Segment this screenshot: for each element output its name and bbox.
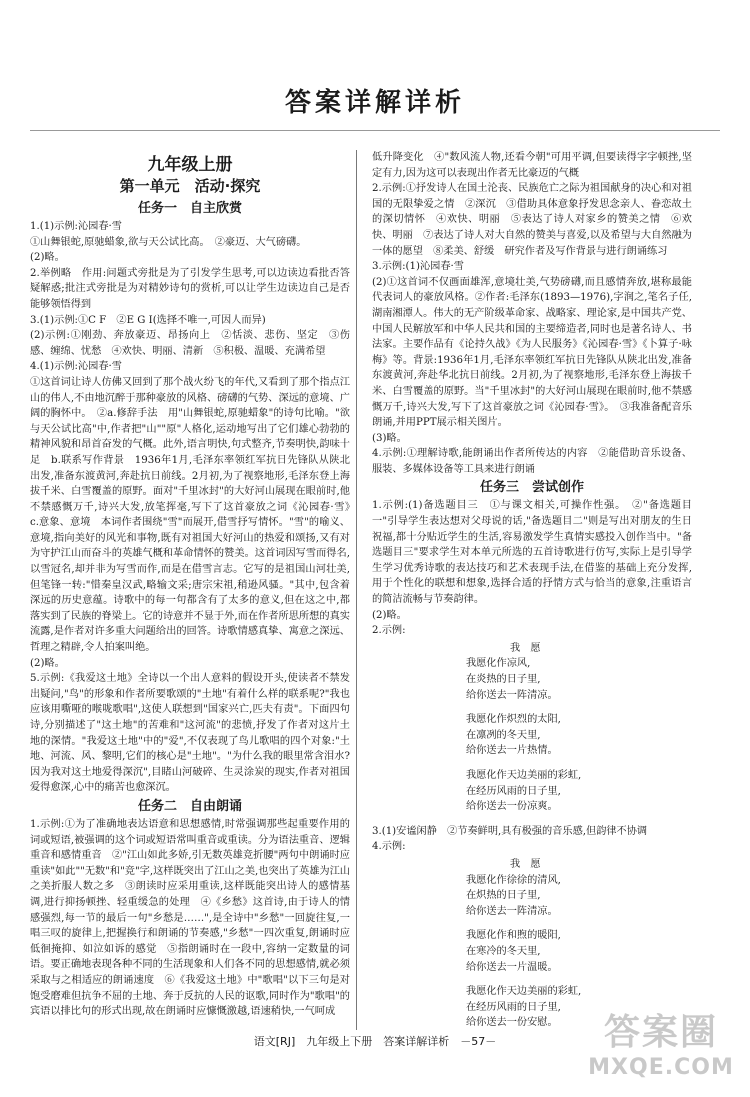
task2-body	[30, 817, 350, 1020]
poem-line: 在凛冽的冬天里,	[466, 729, 541, 741]
answer-paragraph: 低升降变化 ④"数风流人物,还看今朝"可用平调,但要读得字字顿挫,坚定有力,因为这可以表现出作者无比豪迈的气概	[372, 152, 692, 179]
watermark-url: MXQE.COM	[588, 1055, 734, 1080]
page-title: 答案详解详析	[284, 88, 465, 118]
answer-paragraph: (2)①这首词不仅画面雄浑,意境壮美,气势磅礴,而且感情奔放,堪称最能代表词人的豪放风格。②作者:毛泽东(1893—1976),字润之,笔名子任,湖南湘潭人。伟大的无产阶级革命家、战略家、理论家,是中国共产党、中国人民解放军和中华人民共和国的主要缔造者,同时也是著名诗人、书法家。主要作品有《论持久战》《为人民服务》《沁园春·雪》《卜算子·咏梅》等。背景:1936年1月,毛泽东率领红军抗日先锋队从陕北出发,准备东渡黄河,奔赴华北抗日前线。2月初,为了视察地形,毛泽东登上海拔千米、白雪覆盖的原野。当"千里冰封"的大好河山展现在眼前时,他不禁感慨万千,诗兴大发,写下了这首豪放之词《沁园春·雪》。 ③我准备配音乐朗诵,并用PPT展示相关图片。	[372, 276, 692, 429]
poem-line: 我愿化作徐徐的清风,	[466, 874, 561, 886]
answer-paragraph: 2.示例:	[372, 625, 406, 637]
poem-stanza	[466, 712, 692, 759]
task3-heading: 任务三 尝试创作	[479, 480, 584, 496]
poem-line: 给你送去一阵清凉。	[466, 905, 558, 917]
poem-stanza	[466, 928, 692, 975]
poem-line: 我愿化作和煦的暖阳,	[466, 930, 561, 942]
poem-line: 在寒冷的冬天里,	[466, 945, 541, 957]
answers-3-4	[372, 824, 692, 855]
answer-paragraph: 3.(1)示例:①C F ②E G I(选择不唯一,可因人而异)	[30, 314, 266, 326]
poem-stanza	[466, 656, 692, 703]
poem-stanza	[466, 873, 692, 920]
answer-paragraph: 4.示例:①理解诗歌,能朗诵出作者所传达的内容 ②能借助音乐设备、服装、多媒体设备等工具来进行朗诵	[372, 448, 692, 475]
watermark-logo	[586, 1011, 736, 1089]
answer-paragraph: ①这首词让诗人仿佛又回到了那个战火纷飞的年代,又看到了那个指点江山的伟人,不由地沉醉于那种豪放的风格、磅礴的气势、深远的意境、广阔的胸怀中。 ②a.修辞手法 用"山舞银蛇,原驰蜡象"的诗句比喻。"欲与天公试比高"中,作者把"山""原"人格化,运动地写出了它们雄心勃勃的精神风貌和昂首奋发的气概。此外,语言明快,句式整齐,节奏明快,韵味十足 b.联系写作背景 1936年1月,毛泽东率领红军抗日先锋队从陕北出发,准备东渡黄河,奔赴抗日前线。2月初,为了视察地形,毛泽东登上海拔千米、白雪覆盖的原野。面对"千里冰封"的大好河山展现在眼前时,他不禁感慨万千,诗兴大发,放笔挥毫,写下了这首豪放之词《沁园春·雪》 c.意象、意境 本词作者围绕"雪"而展开,借雪抒写情怀。"雪"的喻义、意境,指向美好的风光和事物,既有对祖国大好河山的热爱和颂扬,又有对为守护江山而奋斗的英雄气概和革命情怀的赞美。这首词因写雪而得名,以雪冠名,却并非为写雪而作,而是在借雪言志。它写的是祖国山河壮美,但笔锋一转:"惜秦皇汉武,略输文采;唐宗宋祖,稍逊风骚。"其中,包含着深远的历史意蕴。诗歌中的每一句都含有了太多的意义,但在这之中,都落实到了民族的脊梁上。它的诗意并不显于外,而在作者所思所想的真实流露,是作者对许多重大问题给出的回答。诗歌情感真挚、寓意之深远、哲理之精辟,令人拍案叫绝。	[30, 376, 361, 654]
poem-line: 在经历风雨的日子里,	[466, 785, 561, 797]
answer-paragraph: 3.示例:(1)沁园春·雪	[372, 261, 464, 273]
right-column	[372, 150, 692, 1030]
answer-paragraph: 4.示例:	[372, 841, 406, 853]
answer-paragraph: (3)略。	[372, 432, 407, 444]
task3-body	[372, 498, 692, 638]
poem-line: 给你送去一阵清凉。	[466, 689, 558, 701]
poem-line: 我愿化作天边美丽的彩虹,	[466, 769, 582, 781]
task2-continued	[372, 150, 692, 477]
grade-heading: 九年级上册	[147, 155, 233, 175]
poem-line: 给你送去一片温暖。	[466, 961, 558, 973]
poem-stanza	[466, 768, 692, 815]
poem-line: 在经历风雨的日子里,	[466, 1001, 561, 1013]
top-rule	[30, 130, 720, 131]
poem-title: 我 愿	[510, 858, 541, 870]
answer-paragraph: 3.(1)安谧闲静 ②节奏鲜明,具有极强的音乐感,但韵律不协调	[372, 825, 648, 837]
poem-line: 在炽热的日子里,	[466, 890, 541, 902]
poem-line: 我愿化作天边美丽的彩虹,	[466, 986, 582, 998]
answer-paragraph: 2.举例略 作用:问题式旁批是为了引发学生思考,可以边读边看批否答疑解惑;批注式旁批是为对精妙诗句的赏析,可以让学生边读边自己是否能够领悟得到	[30, 267, 350, 310]
answer-paragraph: 4.(1)示例:沁园春·雪	[30, 361, 122, 373]
answer-paragraph: 1.示例:(1)备选题目三 ①与课文相关,可操作性强。 ②"备选题目一"引导学生表达想对父母说的话,"备选题目二"则是写出对朋友的生日祝福,都十分贴近学生的生活,容易激发学生真情实感投入创作当中。"备选题目三"要求学生对本单元所选的五首诗歌进行仿写,实际上是引导学生学习优秀诗歌的表达技巧和艺术表现手法,在借鉴的基础上充分发挥,用于个性化的联想和想象,选择合适的抒情方式与恰当的意象,注重语言的简洁流畅与节奏韵律。	[372, 500, 692, 606]
task2-heading: 任务二 自由朗诵	[137, 798, 242, 814]
column-divider	[356, 150, 357, 1030]
answer-paragraph: ①山舞银蛇,原驰蜡象,欲与天公试比高。 ②豪迈、大气磅礴。	[30, 236, 307, 248]
left-column	[30, 150, 361, 1030]
poem-1	[372, 641, 692, 815]
answer-paragraph: 5.示例:《我爱这土地》全诗以一个出人意料的假设开头,使读者不禁发出疑问,"鸟"的形象和作者所要歌颂的"土地"有着什么样的联系呢?"我也应该用嘶哑的喉咙歌唱",这使人联想到"国家兴亡,匹夫有责"。下面四句诗,分别描述了"这土地"的苦难和"这河流"的悲愤,抒发了作者对这片土地的深情。"我爱这土地"中的"爱",不仅表现了鸟儿歌唱的四个对象:"土地、河流、风、黎明,它们的核心是"土地"。"为什么我的眼里常含泪水?因为我对这土地爱得深沉",目睹山河破碎、生灵涂炭的现实,作者对祖国爱得愈深,心中的痛苦也愈深沉。	[30, 673, 350, 794]
answer-paragraph: 2.示例:①抒发诗人在国土沦丧、民族危亡之际为祖国献身的决心和对祖国的无限挚爱之情 ②深沉 ③借助具体意象抒发思念亲人、眷恋故土的深切情怀 ④欢快、明丽 ⑤表达了诗人对家乡的赞美之情 ⑥欢快、明丽 ⑦表达了诗人对大自然的赞美与喜爱,以及希望与大自然融为一体的愿望 ⑧柔美、舒缓 研究作者及写作背景与进行朗诵练习	[372, 183, 692, 257]
poem-line: 给你送去一份安慰。	[466, 1017, 558, 1029]
answer-paragraph: (2)略。	[30, 657, 65, 669]
poem-line: 给你送去一份凉爽。	[466, 801, 558, 813]
poem-line: 我愿化作炽烈的太阳,	[466, 714, 561, 726]
answer-paragraph: (2)略。	[372, 609, 407, 621]
unit-heading: 第一单元 活动·探究	[119, 177, 261, 195]
task1-body	[30, 219, 361, 796]
answer-paragraph: 1.示例:①为了准确地表达语意和思想感情,时常强调那些起重要作用的词或短语,被强调的这个词或短语常叫重音或重读。分为语法重音、逻辑重音和感情重音 ②"江山如此多娇,引无数英雄竞折腰"两句中朗诵时应重读"如此""无数"和"竞"字,这样既突出了江山之美,也突出了英雄为江山之美折服人数之多 ③朗读时应采用重读,这样既能突出诗人的感情基调,进行抑扬顿挫、轻重缓急的处理 ④《乡愁》这首诗,由于诗人的情感强烈,每一节的最后一句"乡愁是……",是全诗中"乡愁"一回旋往复,一唱三叹的旋律上,把握换行和朗诵的节奏感,"乡愁"一四次重复,朗诵时应低徊掩抑、如泣如诉的感觉 ⑤指朗诵时在一段中,容纳一定数量的词语。要正确地表现各种不同的生活现象和人们各不同的思想感情,就必须采取与之相适应的朗诵速度 ⑥《我爱这土地》中"歌唱"以下三句是对饱受磨难但抗争不屈的土地、奔于反抗的人民的讴歌,同时作为"歌唱"的宾语以排比句的形式出现,故在朗诵时应慷慨激越,语速稍快,一气呵成	[30, 818, 350, 1018]
task1-heading: 任务一 自主欣赏	[137, 201, 242, 216]
answer-paragraph: (2)略。	[30, 252, 65, 264]
poem-title: 我 愿	[510, 642, 541, 654]
poem-line: 在炎热的日子里,	[466, 674, 541, 685]
answer-paragraph: 1.(1)示例:沁园春·雪	[30, 221, 122, 232]
page-footer: 语文[RJ] 九年级上下册 答案详解详析 －57－	[253, 1035, 497, 1048]
answer-paragraph: (2)示例:①刚劲、奔放豪迈、昂扬向上 ②恬淡、悲伤、坚定 ③伤感、缠绵、忧愁 ④欢快、明丽、清新 ⑤积极、温暖、充满希望	[30, 330, 350, 357]
poem-line: 我愿化作凉风,	[466, 658, 531, 670]
poem-line: 给你送去一片热情。	[466, 745, 558, 757]
poem-2	[372, 857, 692, 1031]
watermark-logo-text: 答案圈	[603, 1012, 718, 1053]
